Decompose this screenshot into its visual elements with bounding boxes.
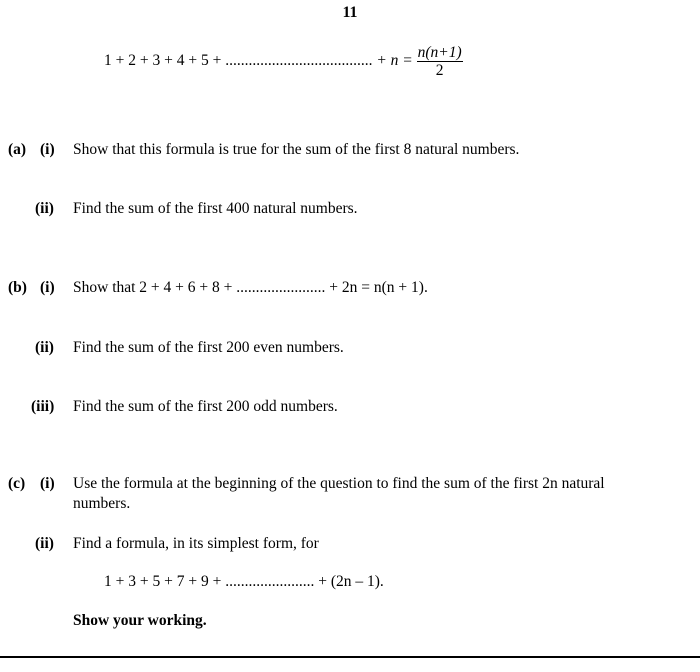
part-b-i-prefix: Show that 2 + 4 + 6 + 8 +	[73, 279, 237, 296]
part-a-ii-label: (ii)	[35, 200, 54, 217]
part-b-i-dots: .......................	[236, 279, 326, 296]
show-working: Show your working.	[73, 612, 207, 629]
part-b-iii-text: Find the sum of the first 200 odd numbers.	[73, 398, 338, 415]
part-a-i-label: (i)	[40, 141, 55, 158]
part-c-ii-label: (ii)	[35, 535, 54, 552]
part-c-i-label: (i)	[40, 475, 55, 492]
part-b-i-label: (i)	[40, 279, 55, 296]
part-b-i-text	[73, 279, 428, 297]
part-b-i-suffix: + 2n = n(n + 1).	[325, 279, 428, 296]
part-a-label: (a)	[8, 141, 27, 158]
part-b-label: (b)	[8, 279, 27, 296]
part-b-iii-label: (iii)	[31, 398, 55, 415]
part-c-ii-text: Find a formula, in its simplest form, for	[73, 535, 319, 552]
formula-fraction	[417, 44, 463, 79]
formula-dots: ......................................	[225, 52, 373, 70]
part-a-ii-text: Find the sum of the first 400 natural numbers.	[73, 200, 358, 217]
formula-plus-n: + n =	[376, 52, 413, 70]
bottom-rule	[0, 656, 700, 658]
part-b-ii-label: (ii)	[35, 339, 54, 356]
formula-numerator: n(n+1)	[417, 44, 462, 61]
page-number: 11	[342, 4, 358, 21]
part-c-i-line2: numbers.	[73, 495, 131, 512]
part-c-ii-series	[104, 573, 384, 591]
series-dots: .......................	[225, 573, 315, 590]
series-prefix: 1 + 3 + 5 + 7 + 9 +	[104, 573, 226, 590]
part-b-ii-text: Find the sum of the first 200 even numbers.	[73, 339, 344, 356]
part-c-i-line1: Use the formula at the beginning of the question to find the sum of the first 2n natural	[73, 475, 605, 492]
formula-lhs: 1 + 2 + 3 + 4 + 5 +	[104, 52, 226, 70]
formula-denominator: 2	[435, 62, 444, 79]
part-c-label: (c)	[8, 475, 26, 492]
series-suffix: + (2n – 1).	[314, 573, 384, 590]
sum-formula	[104, 44, 463, 79]
part-a-i-text: Show that this formula is true for the sum of the first 8 natural numbers.	[73, 141, 520, 158]
